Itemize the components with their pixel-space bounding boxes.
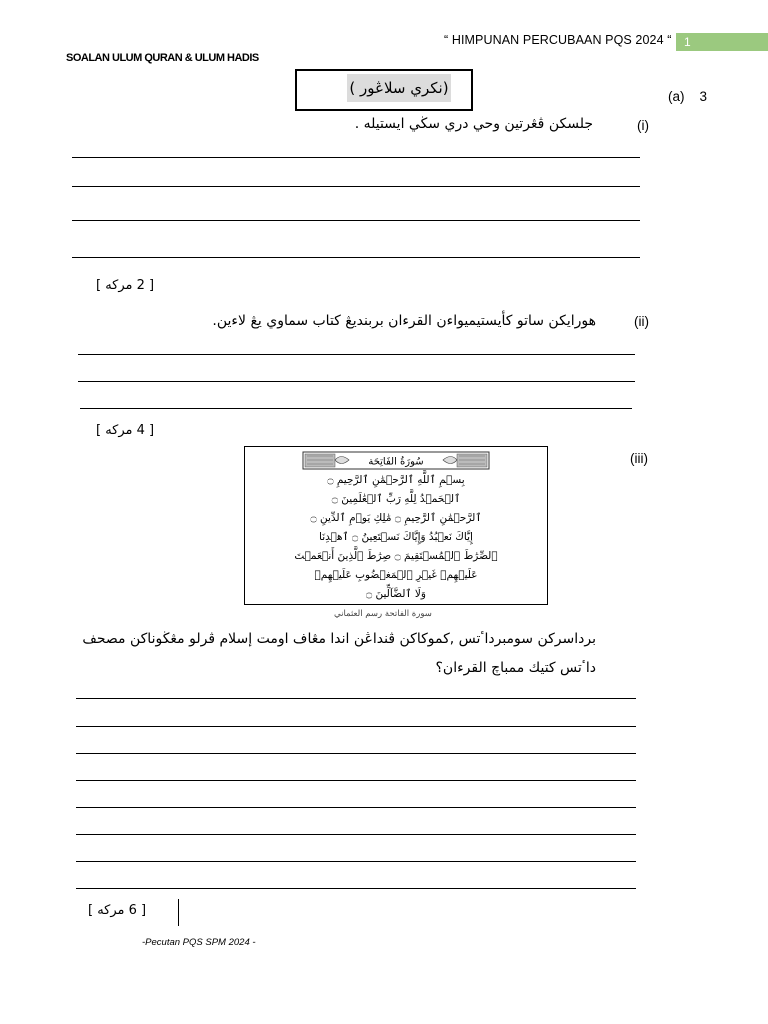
answer-line[interactable] [76, 807, 636, 808]
answer-line[interactable] [72, 220, 640, 221]
section-title: (نكري سلاڠور ) [347, 74, 451, 102]
subject-heading: SOALAN ULUM QURAN & ULUM HADIS [66, 52, 259, 64]
question-i-label: (i) [637, 118, 649, 133]
answer-line[interactable] [76, 726, 636, 727]
image-caption: سورة الفاتحة رسم العثماني [334, 609, 432, 619]
answer-line[interactable] [72, 186, 640, 187]
answer-line[interactable] [72, 257, 640, 258]
answer-line[interactable] [76, 753, 636, 754]
question-i-text: جلسكن ڤڠرتين وحي دري سڬي ايستيله . [354, 116, 593, 132]
question-number: (a) 3 [668, 89, 708, 104]
quran-line: ٱلۡحَمۡدُ لِلَّهِ رَبِّ ٱلۡعَٰلَمِينَ ۝ [331, 493, 461, 505]
question-iii-marks: [ 6 مركه ] [88, 903, 147, 918]
quran-image-frame [244, 446, 548, 605]
page-number-badge: 1 [676, 33, 768, 51]
question-iii-text-line1: برداسركن سومبرداٴتس ,كموكاكن ڤنداڠن اندا مڠاف اومت إسلام ڤرلو مڠڬوناكن مصحف [82, 631, 596, 647]
answer-line[interactable] [76, 698, 636, 699]
question-ii-marks: [ 4 مركه ] [96, 423, 155, 438]
document-title: “ HIMPUNAN PERCUBAAN PQS 2024 “ [444, 33, 672, 47]
question-iii-label: (iii) [630, 451, 648, 466]
question-ii-text: هورايكن ساتو كأيستيميواءن القرءان بربنديڠ كتاب سماوي يڠ لاءين. [212, 313, 596, 329]
answer-line[interactable] [76, 888, 636, 889]
question-ii-label: (ii) [634, 314, 649, 329]
text-cursor-divider [178, 899, 179, 926]
answer-line[interactable] [76, 834, 636, 835]
answer-line[interactable] [80, 408, 632, 409]
quran-line: وَلَا ٱلضَّآلِّينَ ۝ [366, 588, 426, 600]
question-i-marks: [ 2 مركه ] [96, 278, 155, 293]
quran-line: سُورَةُ الفَاتِحَة [368, 456, 424, 468]
page-footer: -Pecutan PQS SPM 2024 - [142, 937, 256, 948]
answer-line[interactable] [78, 354, 635, 355]
quran-line: إِيَّاكَ نَعۡبُدُ وَإِيَّاكَ نَسۡتَعِينُ ۝ ٱهۡدِنَا [319, 531, 473, 543]
answer-line[interactable] [78, 381, 635, 382]
question-iii-text-line2: داٴتس كتيك ممباچ القرءان؟ [435, 660, 596, 676]
answer-line[interactable] [76, 780, 636, 781]
answer-line[interactable] [76, 861, 636, 862]
answer-line[interactable] [72, 157, 640, 158]
quran-line: ٱلصِّرَٰطَ ٱلۡمُسۡتَقِيمَ ۝ صِرَٰطَ ٱلَّذِينَ أَنۡعَمۡتَ [294, 550, 498, 562]
quran-line: ٱلرَّحۡمَٰنِ ٱلرَّحِيمِ ۝ مَٰلِكِ يَوۡمِ ٱلدِّينِ ۝ [310, 512, 482, 524]
quran-line: بِسۡمِ ٱللَّهِ ٱلرَّحۡمَٰنِ ٱلرَّحِيمِ ۝ [327, 474, 465, 486]
surah-al-fatihah-image [245, 447, 547, 604]
quran-line: عَلَيۡهِمۡ غَيۡرِ ٱلۡمَغۡضُوبِ عَلَيۡهِمۡ [314, 569, 478, 581]
